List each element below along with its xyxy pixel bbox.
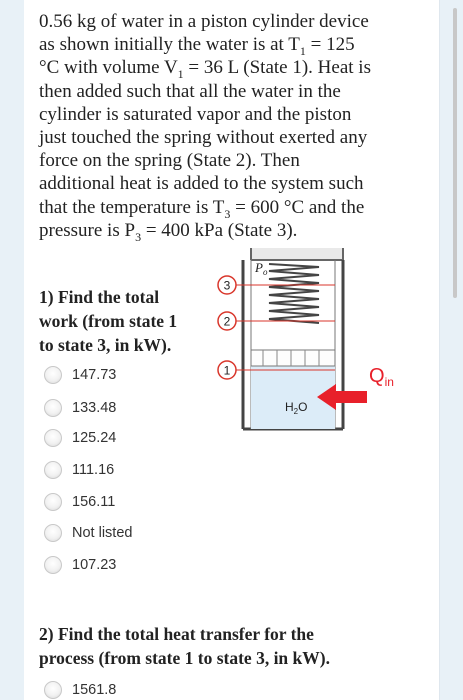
radio-button[interactable]	[44, 493, 62, 511]
radio-button[interactable]	[44, 429, 62, 447]
radio-button[interactable]	[44, 524, 62, 542]
question-1	[39, 285, 199, 357]
question-line: work (from state 1	[39, 311, 178, 331]
water-label: $H_2O$	[285, 400, 308, 416]
problem-line: pressure is $P_3 = 400$ kPa (State 3).	[39, 219, 298, 244]
question-line: to state 3, in kW).	[39, 335, 172, 355]
answer-option[interactable]	[44, 460, 114, 480]
answer-option[interactable]	[44, 428, 116, 448]
option-label: 107.23	[72, 557, 117, 573]
heat-input-label: $Q_{in}$	[369, 365, 394, 389]
right-gutter	[439, 0, 463, 700]
problem-line: just touched the spring without exerted any	[39, 127, 368, 149]
state-1-label: 1	[223, 363, 231, 378]
left-gutter	[0, 0, 24, 700]
option-label: Not listed	[72, 525, 133, 541]
answer-option[interactable]	[44, 492, 115, 512]
problem-line: cylinder is saturated vapor and the piston	[39, 103, 352, 125]
question-line: process (from state 1 to state 3, in kW).	[39, 648, 330, 668]
radio-button[interactable]	[44, 461, 62, 479]
option-label: 1561.8	[72, 682, 117, 698]
question-line: 2) Find the total heat transfer for the	[39, 624, 314, 644]
problem-line: then added such that all the water in the	[39, 80, 341, 102]
radio-button[interactable]	[44, 399, 62, 417]
problem-statement	[39, 10, 409, 242]
radio-button[interactable]	[44, 556, 62, 574]
piston	[251, 350, 335, 366]
state-3-label: 3	[223, 278, 231, 293]
piston-load-block	[251, 248, 343, 260]
answer-option[interactable]	[44, 680, 116, 700]
problem-line: 0.56 kg of water in a piston cylinder device	[39, 11, 369, 32]
p0-label: $P_o$	[255, 260, 268, 277]
problem-line: as shown initially the water is at $T_1 = 125$	[39, 34, 355, 58]
radio-button[interactable]	[44, 681, 62, 699]
answer-option[interactable]	[44, 365, 116, 385]
problem-line: °C with volume $V_1 = 36$ L (State 1). Heat is	[39, 57, 371, 82]
option-label: 125.24	[72, 430, 117, 446]
answer-option[interactable]	[44, 555, 116, 575]
option-label: 133.48	[72, 400, 117, 416]
option-label: 147.73	[72, 367, 117, 383]
option-label: 156.11	[72, 494, 116, 510]
problem-line: additional heat is added to the system such	[39, 173, 364, 195]
piston-cylinder-diagram	[199, 248, 404, 438]
question-line: 1) Find the total	[39, 287, 160, 307]
answer-option[interactable]	[44, 523, 132, 543]
scrollbar[interactable]	[453, 8, 457, 298]
problem-line: force on the spring (State 2). Then	[39, 150, 300, 172]
radio-button[interactable]	[44, 366, 62, 384]
problem-line: that the temperature is $T_3 = 600$ °C and the	[39, 196, 365, 221]
answer-option[interactable]	[44, 398, 116, 418]
option-label: 111.16	[72, 462, 115, 478]
question-2	[39, 622, 429, 670]
state-2-label: 2	[223, 314, 231, 329]
